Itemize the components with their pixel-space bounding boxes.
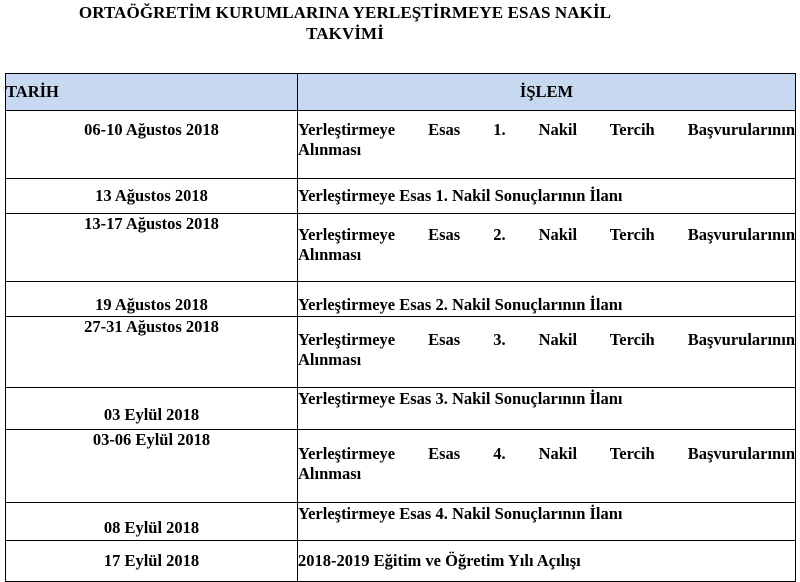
table-row: [6, 214, 796, 282]
date-cell: 17 Eylül 2018: [6, 541, 298, 582]
operation-line: Alınması: [298, 464, 362, 483]
date-cell: 13-17 Ağustos 2018: [6, 214, 298, 282]
operation-cell: [298, 388, 796, 430]
operation-line: Yerleştirmeye Esas 1. Nakil Sonuçlarının İlanı: [298, 186, 623, 205]
table-row: [6, 317, 796, 388]
operation-line: Alınması: [298, 350, 362, 369]
operation-cell: [298, 503, 796, 541]
document-title: [0, 2, 690, 44]
operation-cell: [298, 179, 796, 214]
operation-cell: [298, 430, 796, 503]
operation-line: Yerleştirmeye Esas 2. Nakil Tercih Başvurularının: [298, 225, 795, 244]
date-cell: 19 Ağustos 2018: [6, 282, 298, 317]
table-row: [6, 111, 796, 179]
operation-cell: [298, 541, 796, 582]
operation-line: 2018-2019 Eğitim ve Öğretim Yılı Açılışı: [298, 551, 581, 570]
operation-line: Yerleştirmeye Esas 1. Nakil Tercih Başvurularının: [298, 120, 795, 139]
operation-line: Yerleştirmeye Esas 3. Nakil Tercih Başvurularının: [298, 330, 795, 349]
operation-line: Yerleştirmeye Esas 2. Nakil Sonuçlarının İlanı: [298, 295, 623, 314]
operation-cell: [298, 317, 796, 388]
header-operation: İŞLEM: [298, 74, 796, 111]
table-row: [6, 541, 796, 582]
operation-line: Alınması: [298, 245, 362, 264]
document-title-line-2: TAKVİMİ: [306, 24, 384, 43]
operation-line: Alınması: [298, 140, 362, 159]
operation-line: Yerleştirmeye Esas 3. Nakil Sonuçlarının İlanı: [298, 389, 623, 408]
date-cell: 03-06 Eylül 2018: [6, 430, 298, 503]
date-cell: 03 Eylül 2018: [6, 388, 298, 430]
date-cell: 08 Eylül 2018: [6, 503, 298, 541]
table-row: [6, 179, 796, 214]
table-row: [6, 503, 796, 541]
table-row: [6, 282, 796, 317]
transfer-calendar-table: [5, 73, 796, 582]
table-row: [6, 430, 796, 503]
date-cell: 06-10 Ağustos 2018: [6, 111, 298, 179]
operation-cell: [298, 111, 796, 179]
header-date: TARİH: [6, 74, 298, 111]
operation-line: Yerleştirmeye Esas 4. Nakil Tercih Başvurularının: [298, 444, 795, 463]
operation-cell: [298, 282, 796, 317]
date-cell: 13 Ağustos 2018: [6, 179, 298, 214]
table-row: [6, 388, 796, 430]
document-title-line-1: ORTAÖĞRETİM KURUMLARINA YERLEŞTİRMEYE ESAS NAKİL: [78, 3, 612, 22]
table-header-row: [6, 74, 796, 111]
date-cell: 27-31 Ağustos 2018: [6, 317, 298, 388]
operation-line: Yerleştirmeye Esas 4. Nakil Sonuçlarının İlanı: [298, 504, 623, 523]
operation-cell: [298, 214, 796, 282]
